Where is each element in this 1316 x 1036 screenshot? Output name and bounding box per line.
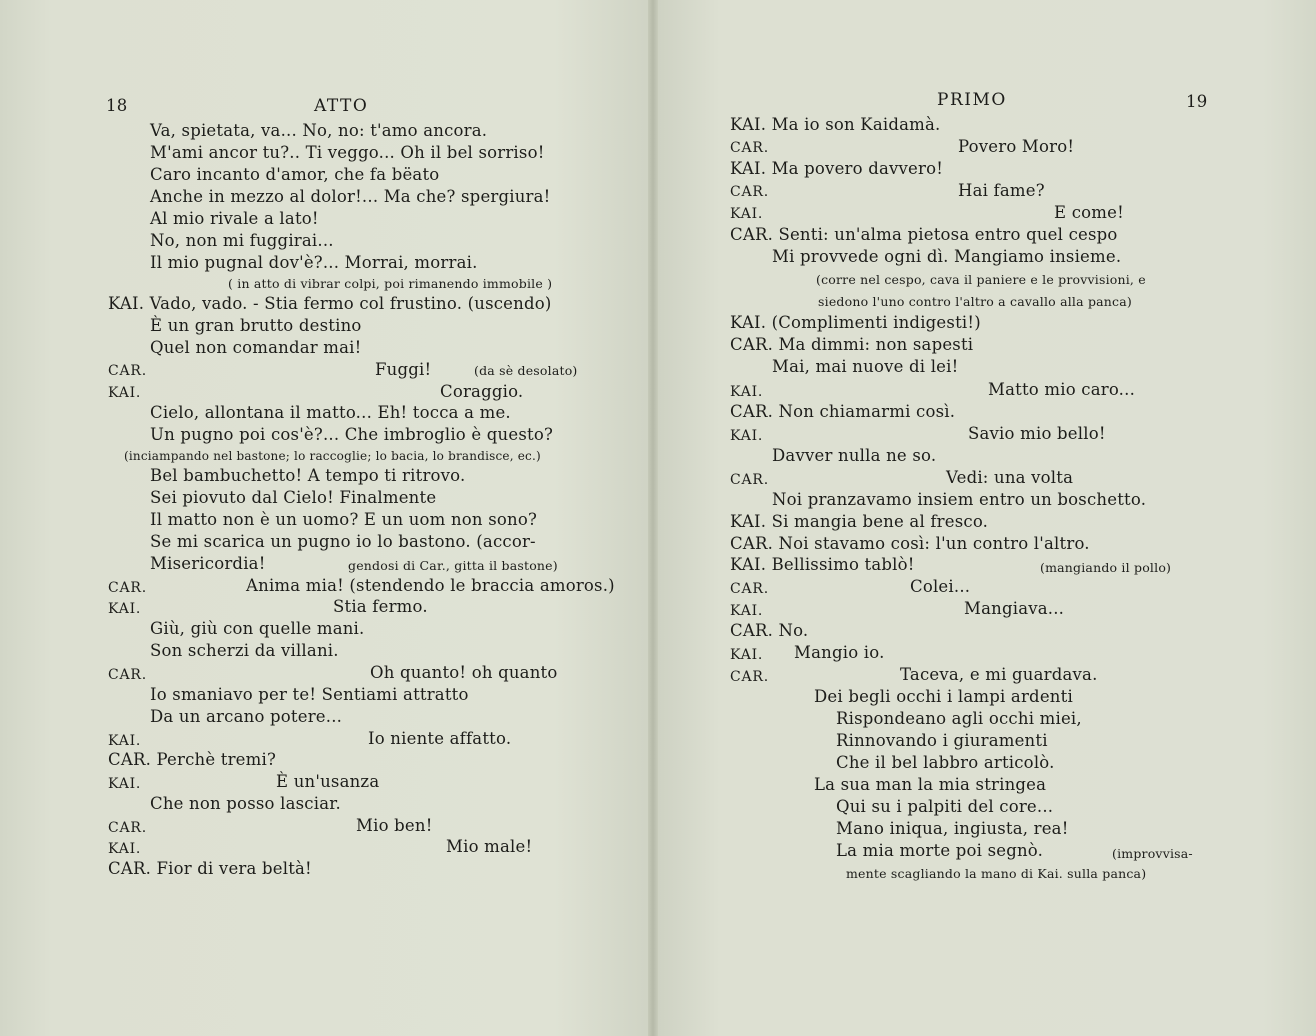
verse-line: Vedi: una volta [946,468,1074,487]
speaker-label: CAR. [730,669,770,685]
verse-line: No, non mi fuggirai... [150,231,334,250]
verse-line: Coraggio. [440,382,524,401]
verse-line: Anima mia! (stendendo le braccia amoros.) [246,576,615,595]
verse-line: La sua man la mia stringea [814,775,1047,794]
verse-line: Mi provvede ogni dì. Mangiamo insieme. [772,247,1122,266]
stage-direction: (mangiando il pollo) [1040,560,1172,575]
verse-line: KAI. Ma io son Kaidamà. [730,115,941,134]
verse-line: Mangiava... [964,599,1065,618]
book-gutter [648,0,658,1036]
verse-line: È un'usanza [276,772,380,791]
verse-line: CAR. Fior di vera beltà! [108,859,312,878]
verse-line: Anche in mezzo al dolor!... Ma che? spergiura! [150,187,551,206]
speaker-label: KAI. [108,733,142,749]
verse-line: Giù, giù con quelle mani. [150,619,365,638]
verse-line: Mio male! [446,837,533,856]
verse-line: Un pugno poi cos'è?... Che imbroglio è questo? [150,425,554,444]
verse-line: Sei piovuto dal Cielo! Finalmente [150,488,437,507]
verse-line: KAI. (Complimenti indigesti!) [730,313,981,332]
running-header: PRIMO [937,90,1007,110]
speaker-label: KAI. [730,384,764,400]
verse-line: CAR. Perchè tremi? [108,750,276,769]
verse-line: Matto mio caro... [988,380,1136,399]
speaker-label: CAR. [730,472,770,488]
speaker-label: KAI. [108,385,142,401]
verse-line: KAI. Si mangia bene al fresco. [730,512,989,531]
speaker-label: KAI. [108,776,142,792]
verse-line: Se mi scarica un pugno io lo bastono. (accor- [150,532,536,551]
verse-line: Caro incanto d'amor, che fa bëato [150,165,440,184]
verse-line: Dei begli occhi i lampi ardenti [814,687,1073,706]
stage-direction: gendosi di Car., gitta il bastone) [348,558,558,573]
speaker-label: CAR. [108,820,148,836]
verse-line: Mangio io. [794,643,885,662]
stage-direction: siedono l'uno contro l'altro a cavallo alla panca) [818,294,1132,309]
verse-line: Io niente affatto. [368,729,512,748]
stage-direction: ( in atto di vibrar colpi, poi rimanendo immobile ) [228,276,553,291]
verse-line: CAR. No. [730,621,809,640]
verse-line: Bel bambuchetto! A tempo ti ritrovo. [150,466,466,485]
speaker-label: CAR. [730,140,770,156]
stage-direction: (corre nel cespo, cava il paniere e le provvisioni, e [816,272,1146,287]
verse-line: CAR. Non chiamarmi così. [730,402,956,421]
verse-line: M'ami ancor tu?.. Ti veggo... Oh il bel sorriso! [150,143,545,162]
speaker-label: CAR. [730,581,770,597]
stage-direction: (da sè desolato) [474,363,578,378]
verse-line: Povero Moro! [958,137,1075,156]
verse-line: Mio ben! [356,816,433,835]
verse-line: Stia fermo. [333,597,428,616]
page-number: 19 [1186,92,1208,111]
verse-line: Son scherzi da villani. [150,641,339,660]
verse-line: CAR. Noi stavamo così: l'un contro l'altro. [730,534,1090,553]
speaker-label: CAR. [108,363,148,379]
verse-line: KAI. Bellissimo tablò! [730,555,915,574]
verse-line: Il matto non è un uomo? E un uom non sono? [150,510,538,529]
verse-line: Rinnovando i giuramenti [836,731,1048,750]
verse-line: Colei... [910,577,971,596]
speaker-label: CAR. [108,580,148,596]
verse-line: KAI. Vado, vado. - Stia fermo col frustino. (uscendo) [108,294,552,313]
verse-line: Quel non comandar mai! [150,338,362,357]
verse-line: Che non posso lasciar. [150,794,341,813]
verse-line: Hai fame? [958,181,1045,200]
verse-line: Da un arcano potere... [150,707,343,726]
speaker-label: KAI. [730,206,764,222]
speaker-label: CAR. [108,667,148,683]
speaker-label: KAI. [730,647,764,663]
speaker-label: KAI. [108,601,142,617]
verse-line: Oh quanto! oh quanto [370,663,558,682]
verse-line: CAR. Ma dimmi: non sapesti [730,335,974,354]
stage-direction: mente scagliando la mano di Kai. sulla panca) [846,866,1147,881]
stage-direction: (improvvisa- [1112,846,1193,861]
verse-line: Davver nulla ne so. [772,446,937,465]
speaker-label: KAI. [108,841,142,857]
verse-line: E come! [1054,203,1124,222]
verse-line: La mia morte poi segnò. [836,841,1044,860]
stage-direction: (inciampando nel bastone; lo raccoglie; lo bacia, lo brandisce, ec.) [124,449,541,463]
verse-line: Qui su i palpiti del core... [836,797,1054,816]
verse-line: Rispondeano agli occhi miei, [836,709,1082,728]
verse-line: È un gran brutto destino [150,316,362,335]
speaker-label: KAI. [730,428,764,444]
verse-line: Noi pranzavamo insiem entro un boschetto. [772,490,1147,509]
running-header: ATTO [314,96,369,116]
verse-line: Il mio pugnal dov'è?... Morrai, morrai. [150,253,478,272]
speaker-label: KAI. [730,603,764,619]
speaker-label: CAR. [730,184,770,200]
verse-line: Al mio rivale a lato! [150,209,319,228]
verse-line: Cielo, allontana il matto... Eh! tocca a me. [150,403,511,422]
verse-line: Va, spietata, va... No, no: t'amo ancora. [150,121,488,140]
verse-line: Mano iniqua, ingiusta, rea! [836,819,1069,838]
verse-line: Mai, mai nuove di lei! [772,357,959,376]
verse-line: Che il bel labbro articolò. [836,753,1055,772]
verse-line: KAI. Ma povero davvero! [730,159,944,178]
verse-line: CAR. Senti: un'alma pietosa entro quel cespo [730,225,1118,244]
page-number: 18 [106,96,128,115]
verse-line: Fuggi! [375,360,432,379]
verse-line: Misericordia! [150,554,266,573]
verse-line: Taceva, e mi guardava. [900,665,1098,684]
verse-line: Io smaniavo per te! Sentiami attratto [150,685,469,704]
verse-line: Savio mio bello! [968,424,1106,443]
